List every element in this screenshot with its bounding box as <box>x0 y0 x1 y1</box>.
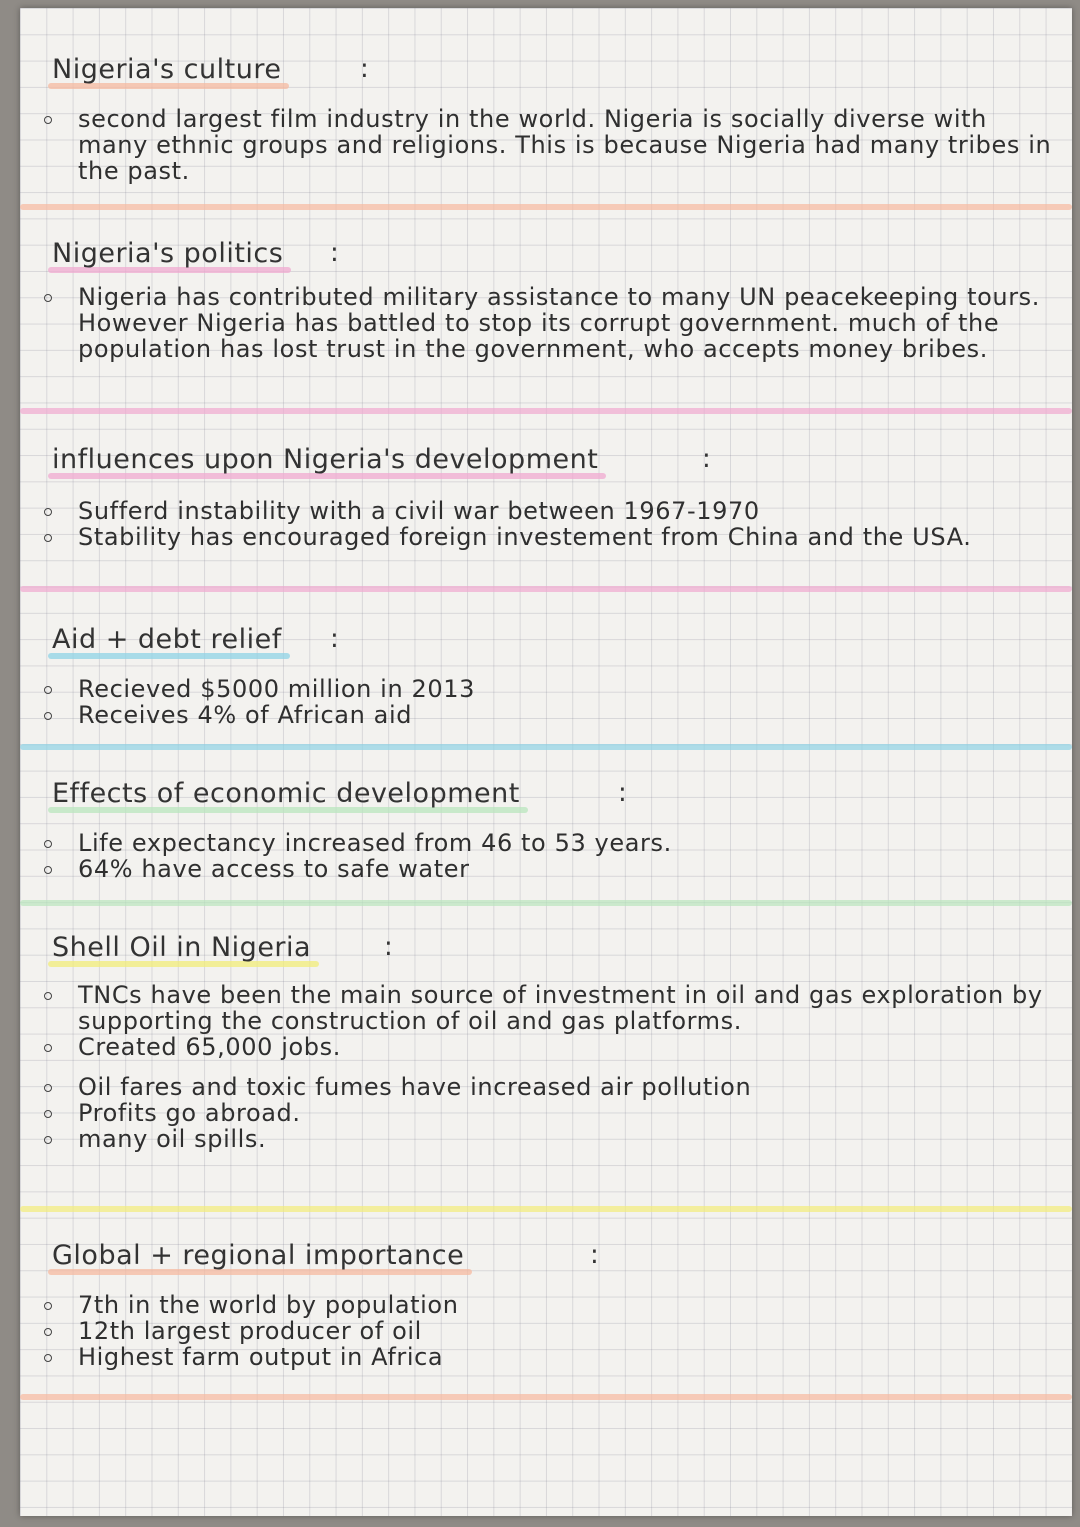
bullet-icon <box>44 1110 52 1118</box>
section-divider <box>20 900 1072 906</box>
bullet-icon <box>44 1354 52 1362</box>
bullet-icon <box>44 686 52 694</box>
list-item: many oil spills. <box>34 1126 1052 1152</box>
bullet-list <box>34 498 1052 550</box>
list-item: Profits go abroad. <box>34 1100 1052 1126</box>
bullet-list <box>34 284 1052 362</box>
list-item: Created 65,000 jobs. <box>34 1034 1052 1060</box>
heading-text: Nigeria's culture <box>52 54 282 85</box>
bullet-icon <box>44 1136 52 1144</box>
section-divider <box>20 1206 1072 1212</box>
list-item: Sufferd instability with a civil war between 1967-1970 <box>34 498 1052 524</box>
heading-text: influences upon Nigeria's development <box>52 444 599 475</box>
section-heading <box>52 444 598 475</box>
list-item: 7th in the world by population <box>34 1292 1052 1318</box>
section-heading <box>52 778 520 809</box>
list-item: TNCs have been the main source of investment in oil and gas exploration by supporting the construction of oil and gas platforms. <box>34 982 1052 1034</box>
bullet-icon <box>44 294 52 302</box>
heading-text: Nigeria's politics <box>52 238 284 269</box>
section-divider <box>20 586 1072 592</box>
section-heading <box>52 1240 464 1271</box>
heading-colon: : <box>330 624 339 654</box>
bullet-icon <box>44 1328 52 1336</box>
section-divider <box>20 1394 1072 1400</box>
section-heading <box>52 624 282 655</box>
bullet-list <box>34 106 1052 184</box>
heading-colon: : <box>360 54 369 84</box>
list-item: Recieved $5000 million in 2013 <box>34 676 1052 702</box>
list-item: 12th largest producer of oil <box>34 1318 1052 1344</box>
bullet-icon <box>44 534 52 542</box>
heading-colon: : <box>384 932 393 962</box>
bullet-list <box>34 1292 1052 1370</box>
list-item: Oil fares and toxic fumes have increased air pollution <box>34 1074 1052 1100</box>
list-item: Receives 4% of African aid <box>34 702 1052 728</box>
bullet-icon <box>44 508 52 516</box>
heading-text: Shell Oil in Nigeria <box>52 932 312 963</box>
section-divider <box>20 408 1072 414</box>
heading-text: Effects of economic development <box>52 778 520 809</box>
heading-colon: : <box>618 778 627 808</box>
heading-colon: : <box>702 444 711 474</box>
list-item: Nigeria has contributed military assistance to many UN peacekeeping tours. However Nigeria has battled to stop its corrupt government. much of the population has lost trust in the government, who accepts money bribes. <box>34 284 1052 362</box>
section-heading <box>52 238 283 269</box>
list-item: 64% have access to safe water <box>34 856 1052 882</box>
heading-colon: : <box>590 1240 599 1270</box>
bullet-icon <box>44 116 52 124</box>
section-heading <box>52 54 281 85</box>
bullet-icon <box>44 1302 52 1310</box>
bullet-icon <box>44 866 52 874</box>
bullet-icon <box>44 1044 52 1052</box>
heading-colon: : <box>330 238 339 268</box>
section-divider <box>20 744 1072 750</box>
bullet-icon <box>44 1084 52 1092</box>
section-divider <box>20 204 1072 210</box>
bullet-icon <box>44 712 52 720</box>
list-gap <box>34 1060 1052 1074</box>
heading-text: Aid + debt relief <box>52 624 282 655</box>
bullet-list <box>34 830 1052 882</box>
bullet-icon <box>44 992 52 1000</box>
notebook-page <box>20 8 1072 1516</box>
bullet-icon <box>44 840 52 848</box>
bullet-list <box>34 982 1052 1152</box>
heading-text: Global + regional importance <box>52 1240 465 1271</box>
list-item: Life expectancy increased from 46 to 53 years. <box>34 830 1052 856</box>
bullet-list <box>34 676 1052 728</box>
list-item: second largest film industry in the world. Nigeria is socially diverse with many ethnic groups and religions. This is because Nigeria had many tribes in the past. <box>34 106 1052 184</box>
list-item: Stability has encouraged foreign investement from China and the USA. <box>34 524 1052 550</box>
list-item: Highest farm output in Africa <box>34 1344 1052 1370</box>
section-heading <box>52 932 311 963</box>
